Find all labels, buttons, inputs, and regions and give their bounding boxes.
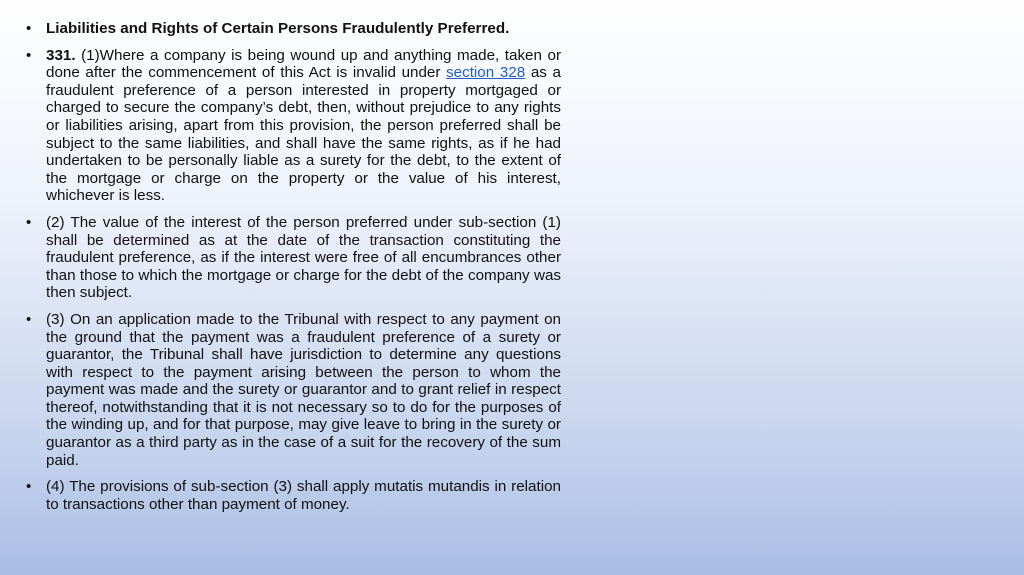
section-328-link[interactable]: section 328 <box>446 64 526 82</box>
section-number: 331. <box>46 46 76 64</box>
bullet-para-4 <box>26 478 561 513</box>
bullet-heading <box>26 20 561 38</box>
para-1-intro: (1)Where a company is being wound up and anything made, taken or done after the commencement of this Act is invalid under <box>46 46 561 82</box>
bullet-dot-icon: • <box>26 310 32 328</box>
bullet-dot-icon: • <box>26 213 32 231</box>
para-3-text: (3) On an application made to the Tribunal with respect to any payment on the ground that the payment was a fraudulent preference of a surety or guarantor, the Tribunal shall have jurisdiction to determine any questions with respect to the payment arising between the person to whom the payment was made and the surety or guarantor and to grant relief in respect thereof, notwithstanding that it is not necessary so to do for the purposes of the winding up, and for that purpose, may give leave to bring in the surety or guarantor as a third party as in the case of a suit for the recovery of the sum paid. <box>46 310 561 469</box>
section-heading: Liabilities and Rights of Certain Persons Fraudulently Preferred. <box>46 20 510 37</box>
slide-content <box>26 20 561 522</box>
bullet-dot-icon: • <box>26 20 32 37</box>
para-4-text: (4) The provisions of sub-section (3) shall apply mutatis mutandis in relation to transactions other than payment of money. <box>46 478 561 513</box>
bullet-para-2 <box>26 214 561 302</box>
bullet-para-3 <box>26 311 561 469</box>
bullet-list <box>26 20 561 513</box>
bullet-para-1 <box>26 47 561 205</box>
para-2-text: (2) The value of the interest of the person preferred under sub-section (1) shall be determined as at the date of the transaction constituting the fraudulent preference, as if the interest were free of all encumbrances other than those to which the mortgage or charge for the debt of the company was then subject. <box>46 213 561 302</box>
bullet-dot-icon: • <box>26 478 32 496</box>
para-1-rest: as a fraudulent preference of a person interested in property mortgaged or charged to secure the company’s debt, then, without prejudice to any rights or liabilities arising, apart from this provision, the person preferred shall be subject to the same liabilities, and shall have the same rights, as if he had undertaken to be personally liable as a surety for the debt, to the extent of the mortgage or charge on the property or the value of his interest, whichever is less. <box>46 64 561 205</box>
bullet-dot-icon: • <box>26 46 32 64</box>
